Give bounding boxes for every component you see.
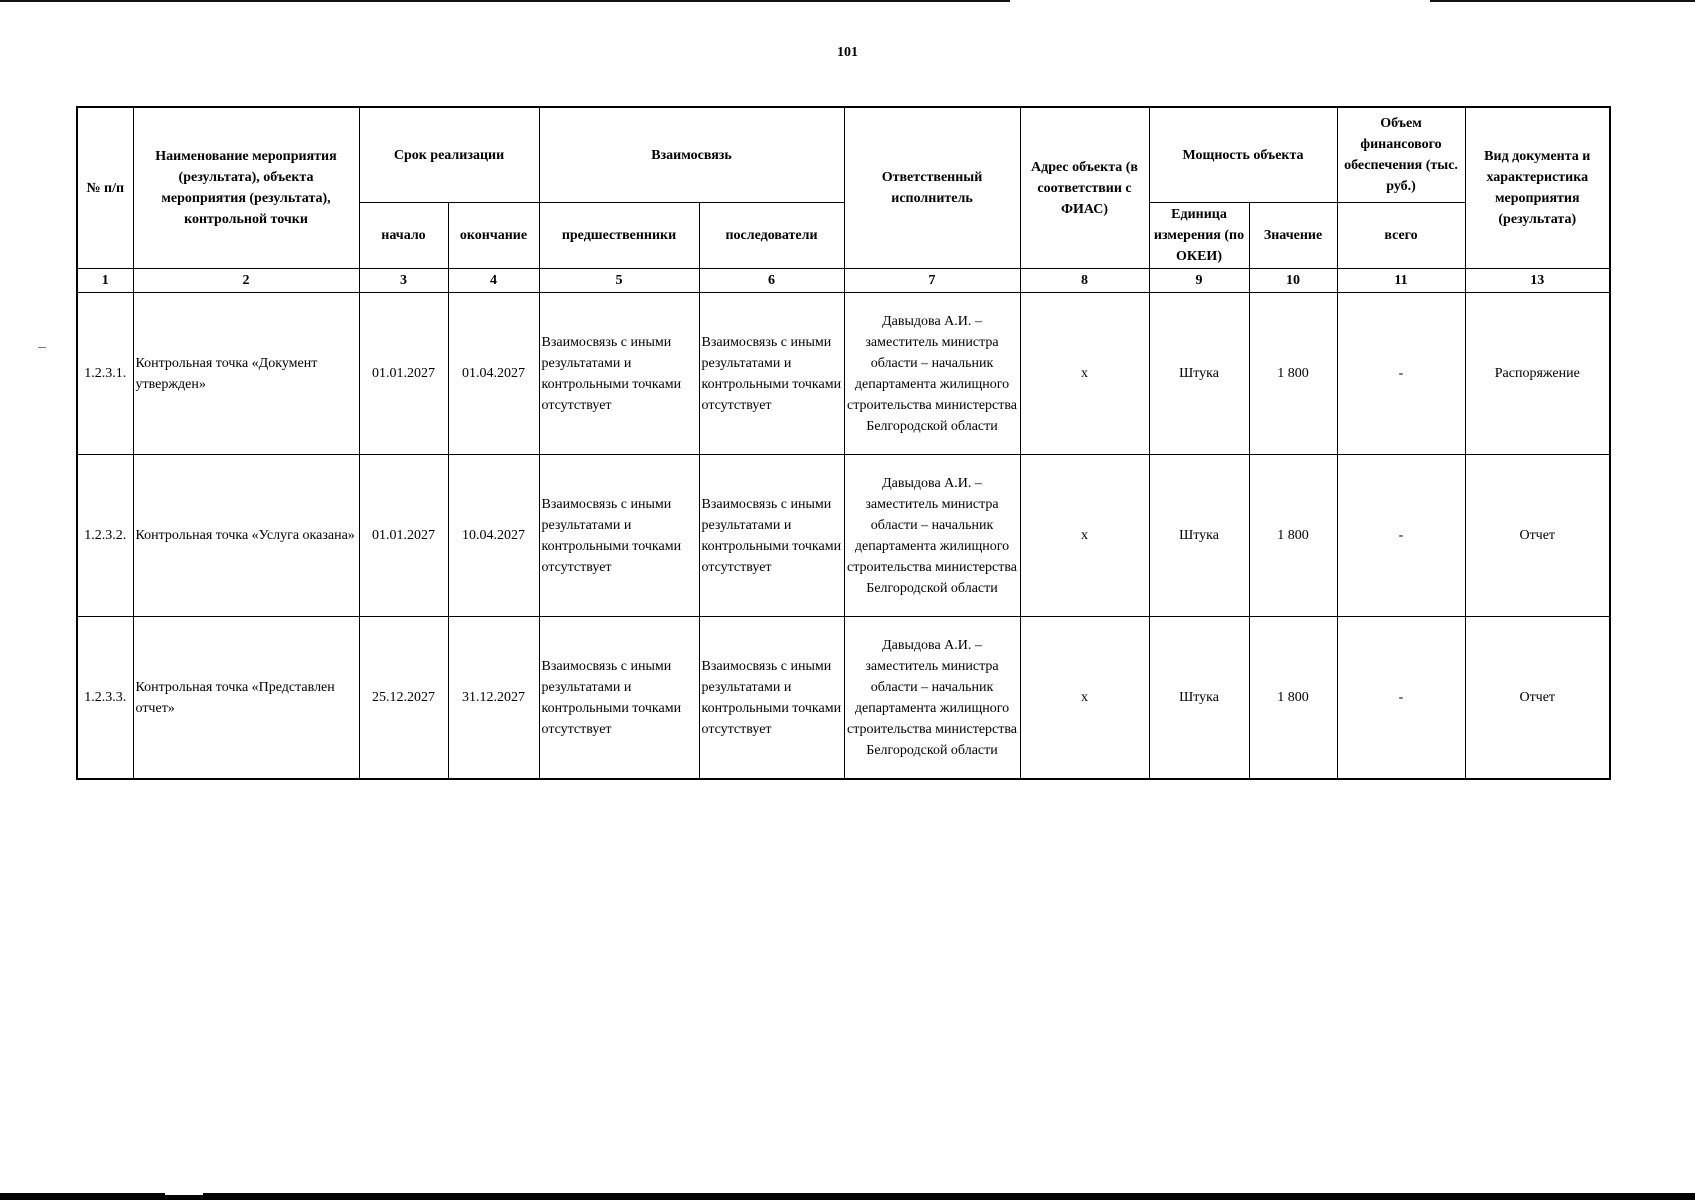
row-name: Контрольная точка «Услуга оказана» [133,455,359,617]
header-group-capacity: Мощность объекта [1149,107,1337,203]
row-value: 1 800 [1249,293,1337,455]
row-address: х [1020,455,1149,617]
header-responsible: Ответственный исполнитель [844,107,1020,269]
row-end-date: 01.04.2027 [448,293,539,455]
column-number: 5 [539,269,699,293]
row-successors: Взаимосвязь с иными результатами и контрольными точками отсутствует [699,455,844,617]
header-group-term: Срок реализации [359,107,539,203]
header-group-finance: Объем финансового обеспечения (тыс. руб.) [1337,107,1465,203]
row-doc-type: Отчет [1465,455,1610,617]
row-value: 1 800 [1249,455,1337,617]
column-number: 6 [699,269,844,293]
row-address: х [1020,293,1149,455]
row-doc-type: Распоряжение [1465,293,1610,455]
column-number: 13 [1465,269,1610,293]
row-end-date: 31.12.2027 [448,617,539,780]
row-predecessors: Взаимосвязь с иными результатами и контрольными точками отсутствует [539,455,699,617]
header-doc-type: Вид документа и характеристика мероприятия (результата) [1465,107,1610,269]
header-predecessors: предшественники [539,203,699,269]
header-end: окончание [448,203,539,269]
row-name: Контрольная точка «Документ утвержден» [133,293,359,455]
row-number: 1.2.3.1. [77,293,133,455]
table-row [77,455,1610,617]
column-number: 2 [133,269,359,293]
row-doc-type: Отчет [1465,617,1610,780]
column-number-row [77,269,1610,293]
header-unit: Единица измерения (по ОКЕИ) [1149,203,1249,269]
table-row [77,293,1610,455]
column-number: 1 [77,269,133,293]
header-group-links: Взаимосвязь [539,107,844,203]
row-successors: Взаимосвязь с иными результатами и контрольными точками отсутствует [699,293,844,455]
header-col-no: № п/п [77,107,133,269]
scan-speck [38,347,46,348]
row-address: х [1020,617,1149,780]
row-name: Контрольная точка «Представлен отчет» [133,617,359,780]
scan-border-top [0,0,1695,2]
row-predecessors: Взаимосвязь с иными результатами и контрольными точками отсутствует [539,293,699,455]
scan-border-top-gap [1010,0,1430,2]
row-end-date: 10.04.2027 [448,455,539,617]
header-total: всего [1337,203,1465,269]
table-row [77,617,1610,780]
header-start: начало [359,203,448,269]
column-number: 4 [448,269,539,293]
plan-table [76,106,1611,780]
row-value: 1 800 [1249,617,1337,780]
scan-border-bottom-gap [165,1193,203,1195]
column-number: 9 [1149,269,1249,293]
page-number: 101 [837,45,858,60]
header-value: Значение [1249,203,1337,269]
row-total: - [1337,293,1465,455]
row-responsible: Давыдова А.И. – заместитель министра области – начальник департамента жилищного строительства министерства Белгородской области [844,455,1020,617]
row-successors: Взаимосвязь с иными результатами и контрольными точками отсутствует [699,617,844,780]
row-unit: Штука [1149,455,1249,617]
row-unit: Штука [1149,617,1249,780]
row-number: 1.2.3.2. [77,455,133,617]
column-number: 8 [1020,269,1149,293]
row-unit: Штука [1149,293,1249,455]
row-responsible: Давыдова А.И. – заместитель министра области – начальник департамента жилищного строительства министерства Белгородской области [844,293,1020,455]
row-predecessors: Взаимосвязь с иными результатами и контрольными точками отсутствует [539,617,699,780]
row-total: - [1337,455,1465,617]
column-number: 11 [1337,269,1465,293]
table-header [77,107,1610,269]
row-total: - [1337,617,1465,780]
row-start-date: 01.01.2027 [359,293,448,455]
row-start-date: 25.12.2027 [359,617,448,780]
header-successors: последователи [699,203,844,269]
header-col-name: Наименование мероприятия (результата), объекта мероприятия (результата), контрольной точки [133,107,359,269]
scan-border-bottom [0,1193,1695,1200]
column-number: 3 [359,269,448,293]
row-responsible: Давыдова А.И. – заместитель министра области – начальник департамента жилищного строительства министерства Белгородской области [844,617,1020,780]
row-start-date: 01.01.2027 [359,455,448,617]
row-number: 1.2.3.3. [77,617,133,780]
column-number: 10 [1249,269,1337,293]
column-number: 7 [844,269,1020,293]
header-address: Адрес объекта (в соответствии с ФИАС) [1020,107,1149,269]
